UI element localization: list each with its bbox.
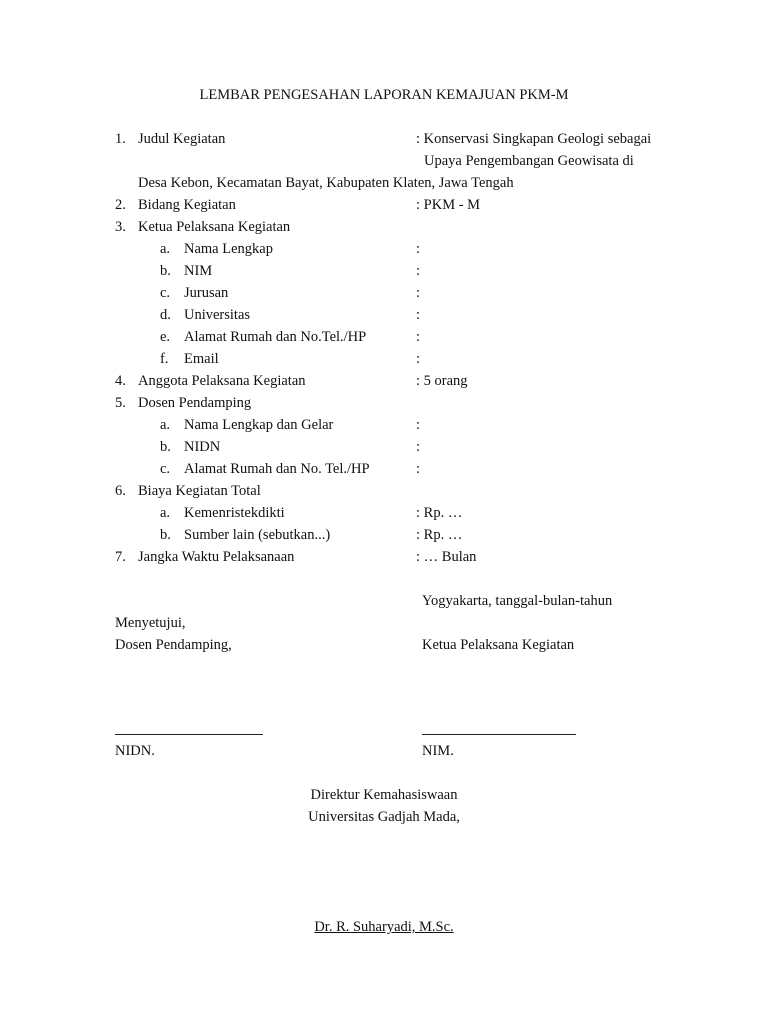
sub-value: : bbox=[416, 351, 421, 367]
item-label-jangka-waktu: Jangka Waktu Pelaksanaan bbox=[138, 549, 295, 565]
sub-value: : bbox=[416, 439, 421, 455]
sub-letter: b. bbox=[160, 527, 171, 543]
right-signer-role: Ketua Pelaksana Kegiatan bbox=[422, 637, 575, 653]
item-number: 1. bbox=[115, 131, 126, 147]
item-label-ketua: Ketua Pelaksana Kegiatan bbox=[138, 219, 291, 235]
item-number: 2. bbox=[115, 197, 126, 213]
item-number: 6. bbox=[115, 483, 126, 499]
sub-letter: e. bbox=[160, 329, 171, 345]
item-value-judul-line2: Upaya Pengembangan Geowisata di bbox=[424, 153, 634, 169]
right-signature-line bbox=[422, 734, 576, 735]
sub-value: : bbox=[416, 285, 421, 301]
item-value-jangka-waktu: : … Bulan bbox=[416, 549, 477, 565]
sub-label-nama-gelar: Nama Lengkap dan Gelar bbox=[184, 417, 334, 433]
sub-label-universitas: Universitas bbox=[184, 307, 251, 323]
sub-label-alamat: Alamat Rumah dan No.Tel./HP bbox=[184, 329, 367, 345]
sub-label-sumber-lain: Sumber lain (sebutkan...) bbox=[184, 527, 331, 543]
document-title: LEMBAR PENGESAHAN LAPORAN KEMAJUAN PKM-M bbox=[199, 87, 569, 103]
sub-letter: b. bbox=[160, 263, 171, 279]
sub-value: : bbox=[416, 307, 421, 323]
left-signature-line bbox=[115, 734, 263, 735]
item-label-bidang: Bidang Kegiatan bbox=[138, 197, 236, 213]
director-name-text: Dr. R. Suharyadi, M.Sc. bbox=[314, 919, 454, 935]
sub-letter: c. bbox=[160, 461, 171, 477]
place-date: Yogyakarta, tanggal-bulan-tahun bbox=[422, 593, 613, 609]
approval-label: Menyetujui, bbox=[115, 615, 186, 631]
sub-value: : bbox=[416, 461, 421, 477]
right-signer-id: NIM. bbox=[422, 743, 454, 759]
sub-label-jurusan: Jurusan bbox=[184, 285, 229, 301]
sub-label-email: Email bbox=[184, 351, 219, 367]
item-value-judul: : Konservasi Singkapan Geologi sebagai bbox=[416, 131, 652, 147]
left-signer-id: NIDN. bbox=[115, 743, 155, 759]
item-label-dosen: Dosen Pendamping bbox=[138, 395, 252, 411]
sub-letter: f. bbox=[160, 351, 169, 367]
sub-label-kemenristekdikti: Kemenristekdikti bbox=[184, 505, 285, 521]
item-label-judul: Judul Kegiatan bbox=[138, 131, 226, 147]
sub-letter: b. bbox=[160, 439, 171, 455]
item-number: 4. bbox=[115, 373, 126, 389]
item-label-biaya: Biaya Kegiatan Total bbox=[138, 483, 261, 499]
item-number: 5. bbox=[115, 395, 126, 411]
item-label-anggota: Anggota Pelaksana Kegiatan bbox=[138, 373, 306, 389]
sub-letter: a. bbox=[160, 505, 171, 521]
item-value-judul-line3: Desa Kebon, Kecamatan Bayat, Kabupaten Klaten, Jawa Tengah bbox=[138, 175, 514, 191]
item-number: 3. bbox=[115, 219, 126, 235]
item-value-anggota: : 5 orang bbox=[416, 373, 468, 389]
sub-letter: c. bbox=[160, 285, 171, 301]
sub-value: : bbox=[416, 241, 421, 257]
item-number: 7. bbox=[115, 549, 126, 565]
sub-label-nama: Nama Lengkap bbox=[184, 241, 273, 257]
sub-label-nim: NIM bbox=[184, 263, 213, 279]
sub-letter: d. bbox=[160, 307, 171, 323]
sub-label-nidn: NIDN bbox=[184, 439, 221, 455]
director-title: Direktur Kemahasiswaan bbox=[310, 787, 458, 803]
director-name bbox=[0, 918, 768, 936]
sub-label-alamat-dosen: Alamat Rumah dan No. Tel./HP bbox=[184, 461, 370, 477]
left-signer-role: Dosen Pendamping, bbox=[115, 637, 232, 653]
director-university: Universitas Gadjah Mada, bbox=[308, 809, 460, 825]
item-value-bidang: : PKM - M bbox=[416, 197, 481, 213]
sub-letter: a. bbox=[160, 241, 171, 257]
sub-value-rp: : Rp. … bbox=[416, 527, 463, 543]
sub-value: : bbox=[416, 329, 421, 345]
sub-value: : bbox=[416, 417, 421, 433]
sub-value: : bbox=[416, 263, 421, 279]
sub-letter: a. bbox=[160, 417, 171, 433]
sub-value-rp: : Rp. … bbox=[416, 505, 463, 521]
